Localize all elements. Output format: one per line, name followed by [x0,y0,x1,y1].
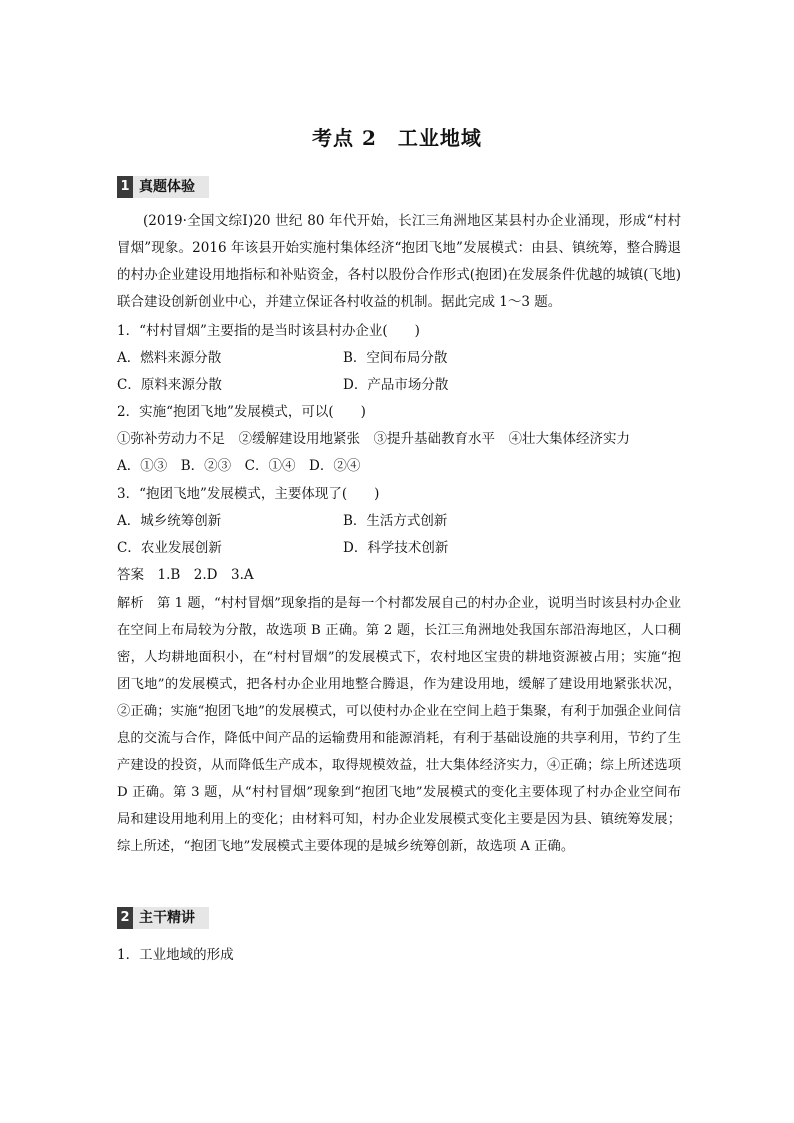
analysis-text: 解析 第 1 题，“村村冒烟”现象指的是每一个村都发展自己的村办企业，说明当时该县村办企业在空间上布局较为分散，故选项 B 正确。第 2 题，长江三角洲地处我国东部沿海地区，人口稠密，人均耕地面积小，在“村村冒烟”的发展模式下，农村地区宝贵的耕地资源被占用；实施“抱团飞地”的发展模式，把各村办企业用地整合腾退，作为建设用地，缓解了建设用地紧张状况，②正确；实施“抱团飞地”的发展模式，可以使村办企业在空间上趋于集聚，有利于加强企业间信息的交流与合作，降低中间产品的运输费用和能源消耗，有利于基础设施的共享利用，节约了生产建设的投资，从而降低生产成本，取得规模效益，壮大集体经济实力，④正确；综上所述选项 D 正确。第 3 题，从“村村冒烟”现象到“抱团飞地”发展模式的变化主要体现了村办企业空间布局和建设用地利用上的变化；由材料可知，村办企业发展模式变化主要是因为县、镇统筹发展；综上所述，“抱团飞地”发展模式主要体现的是城乡统筹创新，故选项 A 正确。 [117,596,681,854]
question-3-option-a: A．城乡统筹创新 [117,513,222,529]
section-number: 1 [117,176,133,198]
question-1-option-d: D．产品市场分散 [343,377,449,393]
question-3-option-b: B．生活方式创新 [343,513,448,529]
page-title: 考点 2 工业地域 [312,126,482,150]
section-header-real-exam [117,176,677,198]
section-label: 真题体验 [139,179,195,195]
section-label: 主干精讲 [139,910,195,926]
question-3-option-c: C．农业发展创新 [117,540,222,556]
question-2-items: ①弥补劳动力不足 ②缓解建设用地紧张 ③提升基础教育水平 ④壮大集体经济实力 [117,431,630,447]
subheading: 1．工业地域的形成 [117,947,234,963]
question-3-stem: 3．“抱团飞地”发展模式，主要体现了( ) [117,486,380,502]
question-1-stem: 1．“村村冒烟”主要指的是当时该县村办企业( ) [117,323,420,339]
section-number: 2 [117,907,133,929]
question-2-options: A．①③ B．②③ C．①④ D．②④ [117,458,361,474]
passage-text: (2019·全国文综Ⅰ)20 世纪 80 年代开始，长江三角洲地区某县村办企业涌现，形成“村村冒烟”现象。2016 年该县开始实施村集体经济“抱团飞地”发展模式：由县、镇统筹，整合腾退的村办企业建设用地指标和补贴资金，各村以股份合作形式(抱团)在发展条件优越的城镇(飞地)联合建设创新创业中心，并建立保证各村收益的机制。据此完成 1～3 题。 [117,213,681,310]
question-2-stem: 2．实施“抱团飞地”发展模式，可以( ) [117,404,366,420]
question-3-option-d: D．科学技术创新 [343,540,449,556]
answer-line: 答案 1.B 2.D 3.A [117,567,254,583]
question-1-option-c: C．原料来源分散 [117,377,222,393]
question-1-option-a: A．燃料来源分散 [117,350,222,366]
section-header-main-lecture [117,907,677,929]
question-1-option-b: B．空间布局分散 [343,350,448,366]
